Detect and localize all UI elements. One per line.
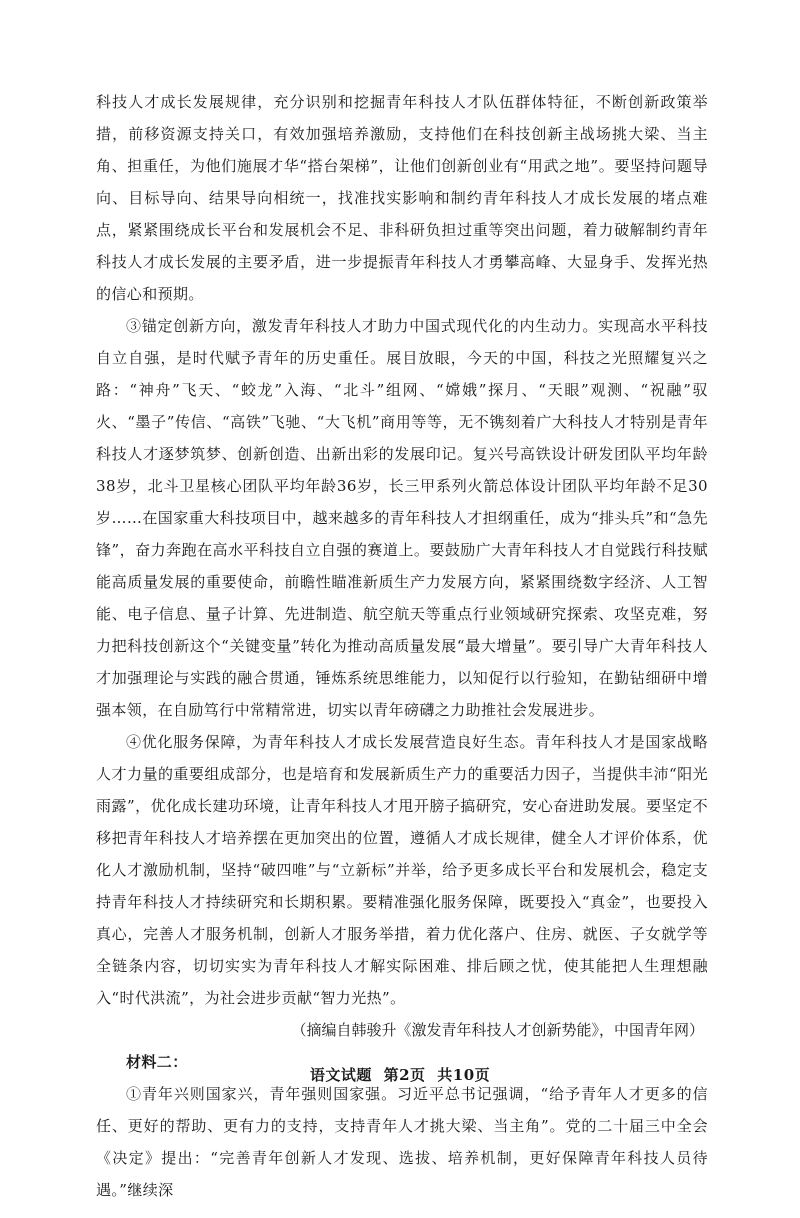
page-footer [0,1064,800,1085]
footer-page-number: 第2页 [383,1066,426,1084]
paragraph-3: ③锚定创新方向，激发青年科技人才助力中国式现代化的内生动力。实现高水平科技自立自强，是时代赋予青年的历史重任。展目放眼，今天的中国，科技之光照耀复兴之路：“神舟”飞天、“蛟龙”入海、“北斗”组网、“嫦娥”探月、“天眼”观测、“祝融”驭火、“墨子”传信、“高铁”飞驰、“大飞机”商用等等，无不镌刻着广大科技人才特别是青年科技人才逐梦筑梦、创新创造、出新出彩的发展印记。复兴号高铁设计研发团队平均年龄38岁，北斗卫星核心团队平均年龄36岁，长三甲系列火箭总体设计团队平均年龄不足30岁……在国家重大科技项目中，越来越多的青年科技人才担纲重任，成为“排头兵”和“急先锋”，奋力奔跑在高水平科技自立自强的赛道上。要鼓励广大青年科技人才自觉践行科技赋能高质量发展的重要使命，前瞻性瞄准新质生产力发展方向，紧紧围绕数字经济、人工智能、电子信息、量子计算、先进制造、航空航天等重点行业领域研究探索、攻坚克难，努力把科技创新这个“关键变量”转化为推动高质量发展“最大增量”。要引导广大青年科技人才加强理论与实践的融合贯通，锤炼系统思维能力，以知促行以行验知，在勤钻细研中增强本领，在自励笃行中常精常进，切实以青年磅礴之力助推社会发展进步。 [96,317,708,719]
paragraph-4: ④优化服务保障，为青年科技人才成长发展营造良好生态。青年科技人才是国家战略人才力量的重要组成部分，也是培育和发展新质生产力的重要活力因子，当提供丰沛“阳光雨露”，优化成长建功环境，让青年科技人才甩开膀子搞研究，安心奋进助发展。要坚定不移把青年科技人才培养摆在更加突出的位置，遵循人才成长规律，健全人才评价体系，优化人才激励机制，坚持“破四唯”与“立新标”并举，给予更多成长平台和发展机会，稳定支持青年科技人才持续研究和长期积累。要精准强化服务保障，既要投入“真金”，也要投入真心，完善人才服务机制，创新人才服务举措，着力优化落户、住房、就医、子女就学等全链条内容，切切实实为青年科技人才解实际困难、排后顾之忧，使其能把人生理想融入“时代洪流”，为社会进步贡献“智力光热”。 [96,733,708,1007]
paragraph-material-2-1: ①青年兴则国家兴，青年强则国家强。习近平总书记强调，“给予青年人才更多的信任、更好的帮助、更有力的支持，支持青年人才挑大梁、当主角”。党的二十届三中全会《决定》提出：“完善青年创新人才发现、选拔、培养机制，更好保障青年科技人员待遇。”继续深 [96,1085,708,1199]
source-citation: （摘编自韩骏升《激发青年科技人才创新势能》，中国青年网） [291,1021,704,1039]
paragraph-1: 科技人才成长发展规律，充分识别和挖掘青年科技人才队伍群体特征，不断创新政策举措，前移资源支持关口，有效加强培养激励，支持他们在科技创新主战场挑大梁、当主角、担重任，为他们施展才华“搭台架梯”，让他们创新创业有“用武之地”。要坚持问题导向、目标导向、结果导向相统一，找准找实影响和制约青年科技人才成长发展的堵点难点，紧紧围绕成长平台和发展机会不足、非科研负担过重等突出问题，着力破解制约青年科技人才成长发展的主要矛盾，进一步提振青年科技人才勇攀高峰、大显身手、发挥光热的信心和预期。 [96,93,708,303]
document-body [96,86,708,1206]
footer-total-pages: 共10页 [437,1066,491,1084]
footer-subject: 语文试题 [309,1066,372,1084]
section-heading-material-2: 材料二： [126,1053,188,1071]
